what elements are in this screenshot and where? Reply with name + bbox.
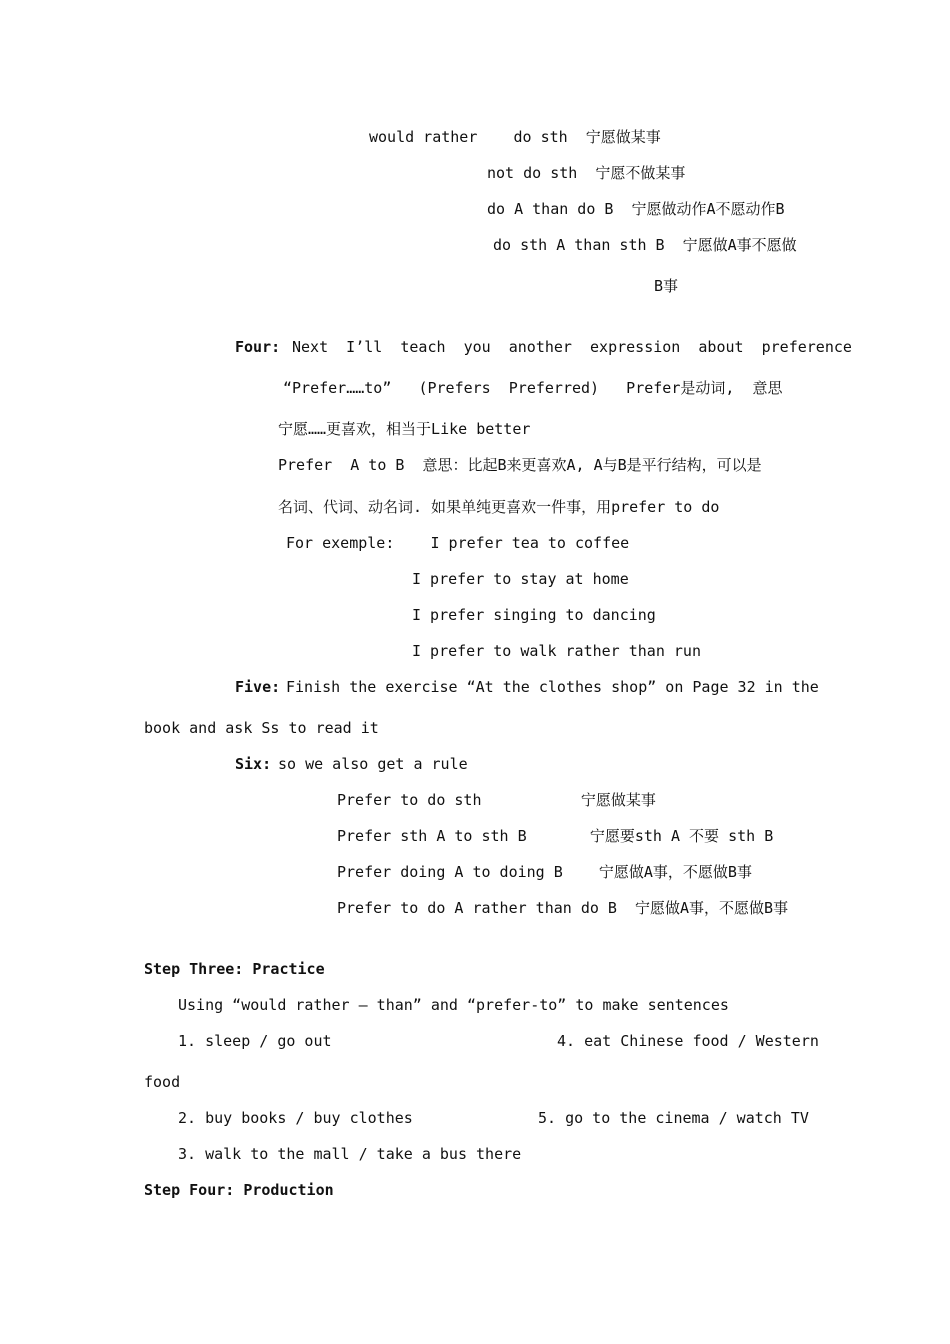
example-line-1: For exemple: I prefer tea to coffee	[286, 534, 630, 552]
four-heading: Four:	[235, 338, 281, 356]
rule-line-1: Prefer to do sth 宁愿做某事	[337, 791, 656, 809]
five-heading: Five:	[235, 678, 281, 696]
four-line-3: 宁愿……更喜欢，相当于Like better	[278, 420, 531, 438]
four-line-4: Prefer A to B 意思：比起B来更喜欢A, A与B是平行结构，可以是	[278, 456, 762, 474]
practice-intro: Using “would rather – than” and “prefer-to” to make sentences	[178, 996, 729, 1014]
example-line-4: I prefer to walk rather than run	[412, 642, 701, 660]
practice-item-1: 1. sleep / go out	[178, 1032, 332, 1050]
example-line-2: I prefer to stay at home	[412, 570, 629, 588]
practice-item-5: 5. go to the cinema / watch TV	[538, 1109, 809, 1127]
practice-item-3: 3. walk to the mall / take a bus there	[178, 1145, 522, 1163]
four-line-2: “Prefer……to” (Prefers Preferred) Prefer是动词, 意思	[283, 379, 783, 397]
would-rather-line-3: do A than do B 宁愿做动作A不愿动作B	[487, 200, 785, 218]
would-rather-line-1: would rather do sth 宁愿做某事	[369, 128, 661, 146]
example-line-3: I prefer singing to dancing	[412, 606, 656, 624]
rule-line-4: Prefer to do A rather than do B 宁愿做A事，不愿做B事	[337, 899, 789, 917]
step-three-heading: Step Three: Practice	[144, 960, 325, 978]
step-four-heading: Step Four: Production	[144, 1181, 334, 1199]
would-rather-line-5: B事	[654, 277, 679, 295]
would-rather-line-2: not do sth 宁愿不做某事	[487, 164, 686, 182]
four-line-5: 名词、代词、动名词. 如果单纯更喜欢一件事，用prefer to do	[278, 498, 720, 516]
five-line-2: book and ask Ss to read it	[144, 719, 379, 737]
six-heading: Six:	[235, 755, 272, 773]
six-line-1: so we also get a rule	[278, 755, 468, 773]
would-rather-line-4: do sth A than sth B 宁愿做A事不愿做	[493, 236, 797, 254]
practice-item-4: 4. eat Chinese food / Western	[557, 1032, 819, 1050]
rule-line-3: Prefer doing A to doing B 宁愿做A事，不愿做B事	[337, 863, 752, 881]
practice-item-2: 2. buy books / buy clothes	[178, 1109, 413, 1127]
practice-item-4-cont: food	[144, 1073, 181, 1091]
rule-line-2: Prefer sth A to sth B 宁愿要sth A 不要 sth B	[337, 827, 774, 845]
four-line-1: Next I’ll teach you another expression about preference	[292, 338, 852, 356]
five-line-1: Finish the exercise “At the clothes shop” on Page 32 in the	[286, 678, 819, 696]
